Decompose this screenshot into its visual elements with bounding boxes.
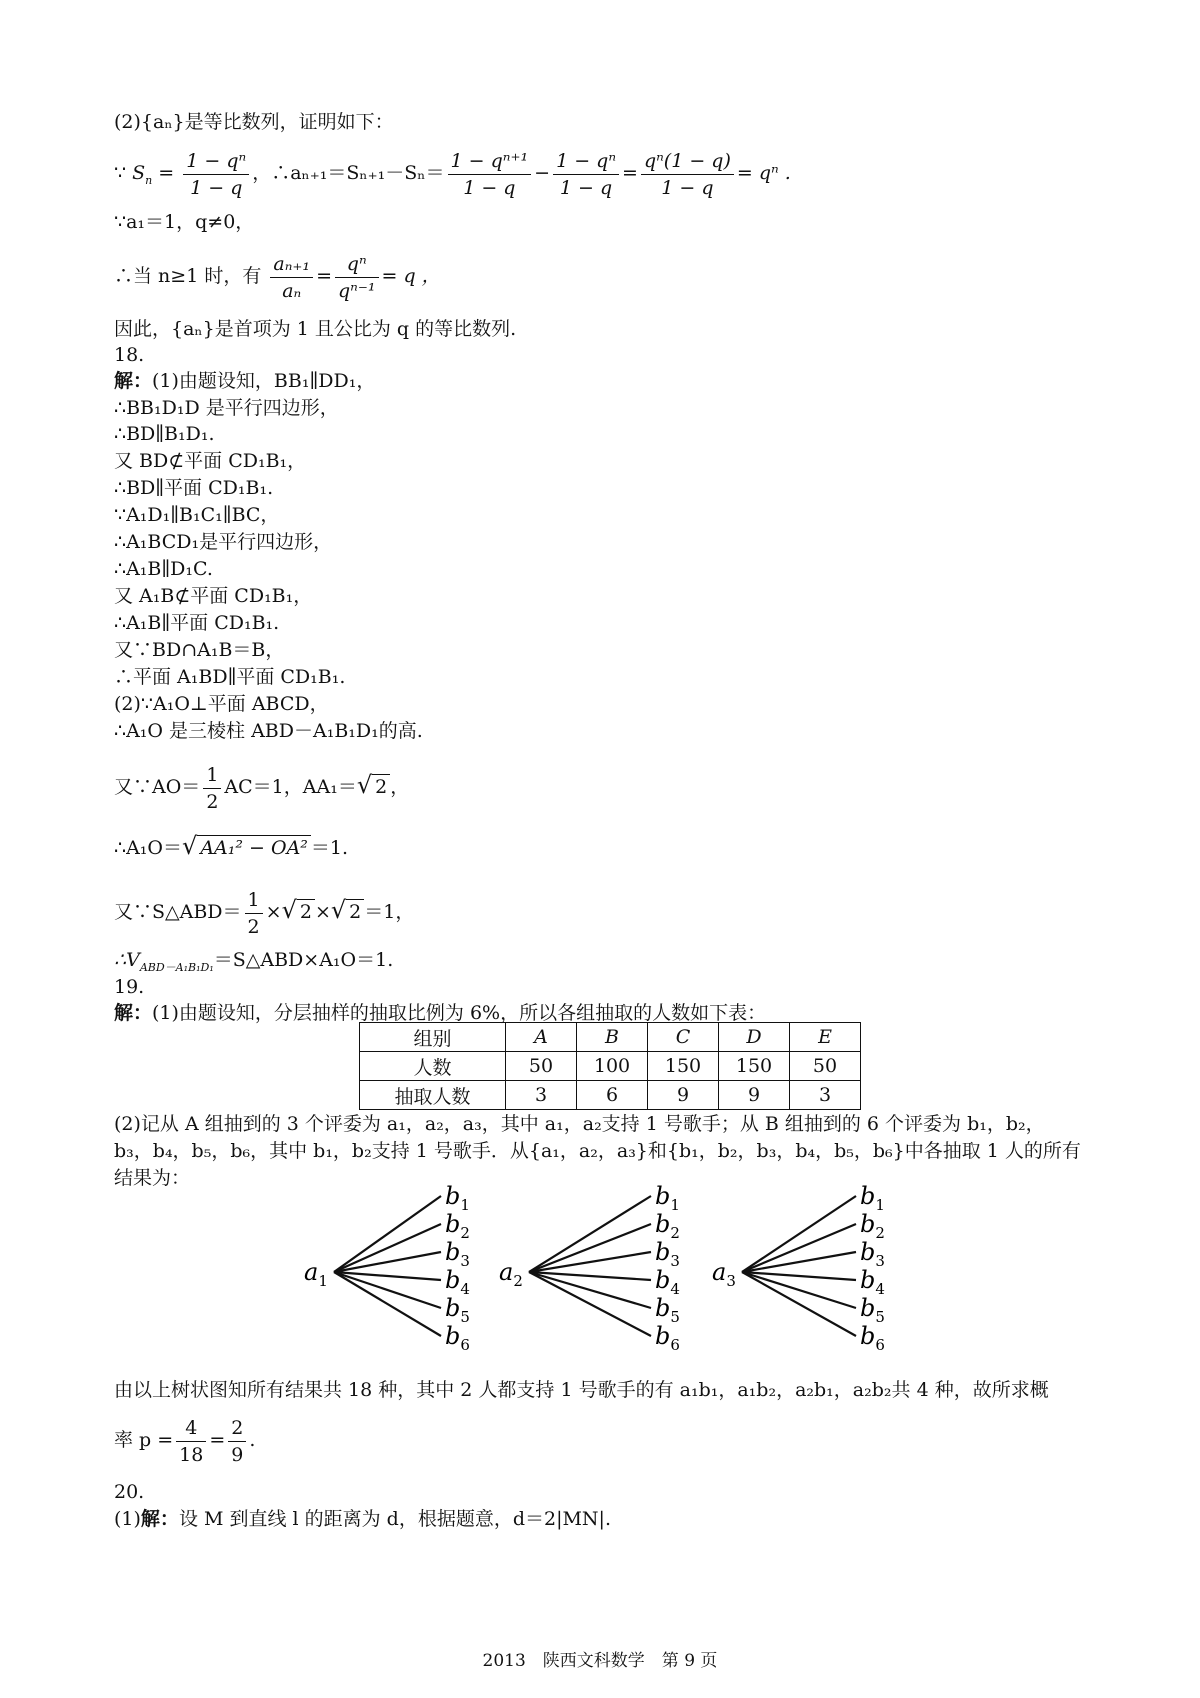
tree-branch — [334, 1224, 441, 1272]
tree-branch — [742, 1272, 856, 1308]
volume-symbol: ∴V — [114, 949, 140, 971]
because-symbol: ∵ — [114, 162, 133, 184]
a1-line: ∵a₁＝1，q≠0， — [114, 211, 255, 233]
q19-line-5: 由以上树状图知所有结果共 18 种，其中 2 人都支持 1 号歌手的有 a₁b₁，a₁b₂，a₂b₁，a₂b₂共 4 种，故所求概 — [114, 1379, 1049, 1401]
part2-heading: (2){aₙ}是等比数列，证明如下： — [114, 111, 394, 133]
sqrt-sign-big: √ — [182, 832, 198, 860]
tree-branch — [742, 1252, 856, 1272]
tree-leaf-b1: $b_1$ — [655, 1182, 680, 1214]
tree-leaf-b2: $b_2$ — [445, 1210, 470, 1242]
tree-leaf-b4: $b_4$ — [445, 1266, 470, 1298]
tree-leaf-b2: $b_2$ — [860, 1210, 885, 1242]
table-cell: 150 — [719, 1052, 790, 1081]
sqrt-radicand-3: 2 — [346, 899, 364, 924]
q19-line-6 — [114, 1410, 255, 1470]
table-cell: C — [648, 1023, 719, 1052]
q18-line-3: ∴BD∥B₁D₁. — [114, 423, 215, 445]
tree-branch — [529, 1196, 651, 1272]
table-cell: 9 — [648, 1081, 719, 1110]
times-1: × — [265, 901, 282, 923]
tree-leaf-b4: $b_4$ — [860, 1266, 885, 1298]
page-footer: 2013 陕西文科数学 第 9 页 — [482, 1651, 718, 1671]
volume-result: ＝S△ABD×A₁O＝1. — [213, 949, 394, 971]
sqrt-sign-2: √ — [281, 896, 297, 924]
q18-line-15 — [114, 755, 409, 817]
q18-line-11: 又∵BD∩A₁B＝B， — [114, 639, 285, 661]
q18-line-5: ∴BD∥平面 CD₁B₁. — [114, 477, 274, 499]
q18-text-1: (1)由题设知，BB₁∥DD₁， — [152, 370, 376, 392]
area-half-den: 2 — [247, 915, 260, 938]
table-cell: 3 — [506, 1081, 577, 1110]
tree-leaf-b5: $b_5$ — [445, 1294, 470, 1326]
prob-den-2: 9 — [231, 1443, 244, 1466]
fraction-b-den: 1 − q — [559, 176, 613, 199]
tree-leaf-b3: $b_3$ — [655, 1238, 680, 1270]
q18-line-13: (2)∵A₁O⊥平面 ABCD， — [114, 693, 329, 715]
sqrt-sign: √ — [356, 771, 373, 799]
tree-leaf-b4: $b_4$ — [655, 1266, 680, 1298]
area-half-fraction — [245, 887, 263, 940]
q18-line-12: ∴平面 A₁BD∥平面 CD₁B₁. — [114, 666, 346, 688]
table-cell: A — [506, 1023, 577, 1052]
q18-line-17 — [114, 880, 414, 942]
table-cell: B — [577, 1023, 648, 1052]
tree-branch — [529, 1272, 651, 1336]
tree-branch — [742, 1272, 856, 1336]
tree-leaf-b5: $b_5$ — [860, 1294, 885, 1326]
fraction-a — [448, 148, 532, 201]
volume-subscript: ABD－A₁B₁D₁ — [139, 960, 214, 974]
ratio-result: = q ， — [381, 265, 441, 287]
tree-leaf-b6: $b_6$ — [445, 1322, 470, 1354]
q20-text-1: 设 M 到直线 l 的距离为 d，根据题意，d＝2|MN|. — [178, 1508, 612, 1530]
probability-period: . — [249, 1429, 256, 1451]
table-cell: D — [719, 1023, 790, 1052]
tree-branch — [529, 1224, 651, 1272]
half-fraction — [203, 762, 221, 815]
sn-denominator: 1 − q — [190, 176, 243, 199]
q18-line-8: ∴A₁B∥D₁C. — [114, 558, 213, 580]
q19-line-3: b₃，b₄，b₅，b₆，其中 b₁，b₂支持 1 号歌手．从{a₁，a₂，a₃}和{b₁，b₂，b₃，b₄，b₅，b₆}中各抽取 1 人的所有 — [114, 1140, 1081, 1162]
tree-branch — [742, 1224, 856, 1272]
tree-branch — [334, 1196, 441, 1272]
sqrt-sign-3: √ — [330, 896, 347, 924]
q18-line-4: 又 BD⊄平面 CD₁B₁， — [114, 450, 307, 472]
area-prefix: 又∵S△ABD＝ — [114, 901, 242, 923]
table-cell: 50 — [790, 1052, 861, 1081]
tree-leaf-b6: $b_6$ — [655, 1322, 680, 1354]
q18-line-18 — [114, 948, 393, 972]
tree-root-a3: $a_3$ — [712, 1258, 736, 1290]
q18-line-16 — [114, 826, 348, 868]
table-cell: 50 — [506, 1052, 577, 1081]
table-cell: 组别 — [360, 1023, 506, 1052]
table-cell: 9 — [719, 1081, 790, 1110]
question-18-number: 18. — [114, 344, 145, 366]
equals-sign: = — [209, 1429, 226, 1451]
tree-branch — [742, 1196, 856, 1272]
ac-expression: AC＝1，AA₁＝ — [224, 776, 357, 798]
table-cell: 抽取人数 — [360, 1081, 506, 1110]
q20-line-1 — [114, 1507, 611, 1531]
prob-num-1: 4 — [176, 1415, 206, 1442]
table-cell: 人数 — [360, 1052, 506, 1081]
tree-diagram — [300, 1180, 900, 1370]
fraction-b-num: 1 − qⁿ — [553, 148, 619, 175]
q19-line-4: 结果为： — [114, 1167, 191, 1189]
fraction-b — [553, 148, 619, 201]
fraction-a-den: 1 − q — [463, 176, 516, 199]
sn-numerator: 1 − qⁿ — [183, 148, 249, 175]
area-half-num: 1 — [245, 887, 263, 914]
a1o-prefix: ∴A₁O＝ — [114, 837, 183, 859]
fraction-a-num: 1 − qⁿ⁺¹ — [448, 148, 532, 175]
q20-part-label: (1) — [114, 1508, 141, 1530]
tree-branch — [529, 1252, 651, 1272]
radicand-aa1-oa: AA₁² − OA² — [197, 835, 311, 860]
tree-leaf-b1: $b_1$ — [860, 1182, 885, 1214]
an1-expression: ，∴aₙ₊₁＝Sₙ₊₁－Sₙ＝ — [252, 162, 445, 184]
tree-leaf-b3: $b_3$ — [445, 1238, 470, 1270]
tree-branch — [334, 1272, 441, 1308]
tree-branch — [529, 1272, 651, 1280]
table-cell: E — [790, 1023, 861, 1052]
tree-leaf-b5: $b_5$ — [655, 1294, 680, 1326]
tree-branch — [334, 1272, 441, 1336]
prob-den-1: 18 — [179, 1443, 204, 1466]
tree-leaf-b1: $b_1$ — [445, 1182, 470, 1214]
q20-solution-label: 解： — [140, 1508, 179, 1530]
sn-formula-line: ∵ $S_n$ = $\frac{\text{1 − qⁿ}}{1 - q}$ ，∴aₙ₊₁＝Sₙ₊₁－Sₙ＝ $\frac{\text{1 − qⁿ⁺¹}}{1 - q}$ − $\frac{\text{1 − qⁿ}}{1 - q}$ = $\frac{\text{qⁿ(1 − q)}}{1 - q}$ = qⁿ . — [114, 149, 791, 199]
sqrt-radicand: 2 — [372, 774, 390, 799]
sn-symbol: S — [132, 162, 146, 184]
conclusion-line: 因此，{aₙ}是首项为 1 且公比为 q 的等比数列. — [114, 318, 517, 340]
table-cell: 3 — [790, 1081, 861, 1110]
ratio-1-num: aₙ₊₁ — [270, 251, 313, 278]
ratio-fraction-2 — [335, 251, 379, 304]
tree-branch — [334, 1252, 441, 1272]
table-cell: 150 — [648, 1052, 719, 1081]
tree-leaf-b6: $b_6$ — [860, 1322, 885, 1354]
q18-line-1 — [114, 369, 375, 393]
area-result: ＝1， — [364, 901, 415, 923]
sn-subscript: n — [145, 173, 153, 187]
times-2: × — [314, 901, 331, 923]
half-den: 2 — [206, 790, 219, 813]
table-row — [360, 1081, 861, 1110]
fraction-c-den: 1 − q — [661, 176, 714, 199]
q19-solution-label: 解： — [114, 1002, 153, 1024]
probability-fraction-2 — [228, 1415, 246, 1468]
table-cell: 100 — [577, 1052, 648, 1081]
prob-num-2: 2 — [228, 1415, 246, 1442]
sn-result: = qⁿ . — [736, 162, 791, 184]
tree-branch — [529, 1272, 651, 1308]
ratio-line: ∴当 n≥1 时，有 $\frac{\text{aₙ₊₁}}{\text{aₙ}}$ = $\frac{\text{qⁿ}}{\text{qⁿ⁻¹}}$ = q ， — [114, 252, 441, 302]
question-20-number: 20. — [114, 1481, 145, 1503]
ratio-1-den: aₙ — [282, 279, 302, 302]
q18-line-10: ∴A₁B∥平面 CD₁B₁. — [114, 612, 280, 634]
sn-fraction — [183, 148, 249, 201]
q18-line-2: ∴BB₁D₁D 是平行四边形， — [114, 397, 339, 419]
tree-leaf-b3: $b_3$ — [860, 1238, 885, 1270]
sqrt-radicand-2: 2 — [297, 899, 315, 924]
probability-prefix: 率 p = — [114, 1429, 174, 1451]
half-num: 1 — [203, 762, 221, 789]
tree-leaf-b2: $b_2$ — [655, 1210, 680, 1242]
fraction-c — [641, 148, 734, 201]
q19-text-1: (1)由题设知，分层抽样的抽取比例为 6%，所以各组抽取的人数如下表： — [152, 1002, 767, 1024]
probability-fraction-1 — [176, 1415, 206, 1468]
q18-line-9: 又 A₁B⊄平面 CD₁B₁， — [114, 585, 313, 607]
fraction-c-num: qⁿ(1 − q) — [641, 148, 734, 175]
sampling-table — [359, 1022, 861, 1110]
q18-line-14: ∴A₁O 是三棱柱 ABD－A₁B₁D₁的高. — [114, 720, 423, 742]
table-cell: 6 — [577, 1081, 648, 1110]
q18-line-7: ∴A₁BCD₁是平行四边形， — [114, 531, 333, 553]
ratio-prefix: ∴当 n≥1 时，有 — [114, 265, 262, 287]
tree-root-a2: $a_2$ — [499, 1258, 523, 1290]
tree-root-a1: $a_1$ — [304, 1258, 328, 1290]
question-19-number: 19. — [114, 976, 145, 998]
q18-line-6: ∵A₁D₁∥B₁C₁∥BC， — [114, 504, 280, 526]
q18-comma: ， — [390, 776, 410, 798]
a1o-result: ＝1. — [310, 837, 349, 859]
table-header-row — [360, 1023, 861, 1052]
ratio-2-den: qⁿ⁻¹ — [337, 279, 376, 302]
q19-line-2: (2)记从 A 组抽到的 3 个评委为 a₁，a₂，a₃，其中 a₁，a₂支持 1 号歌手；从 B 组抽到的 6 个评委为 b₁，b₂， — [114, 1113, 1045, 1135]
ao-prefix: 又∵AO＝ — [114, 776, 201, 798]
tree-branch — [742, 1272, 856, 1280]
table-row — [360, 1052, 861, 1081]
tree-branch — [334, 1272, 441, 1280]
ratio-2-num: qⁿ — [335, 251, 379, 278]
q18-solution-label: 解： — [114, 370, 153, 392]
ratio-fraction-1 — [270, 251, 313, 304]
